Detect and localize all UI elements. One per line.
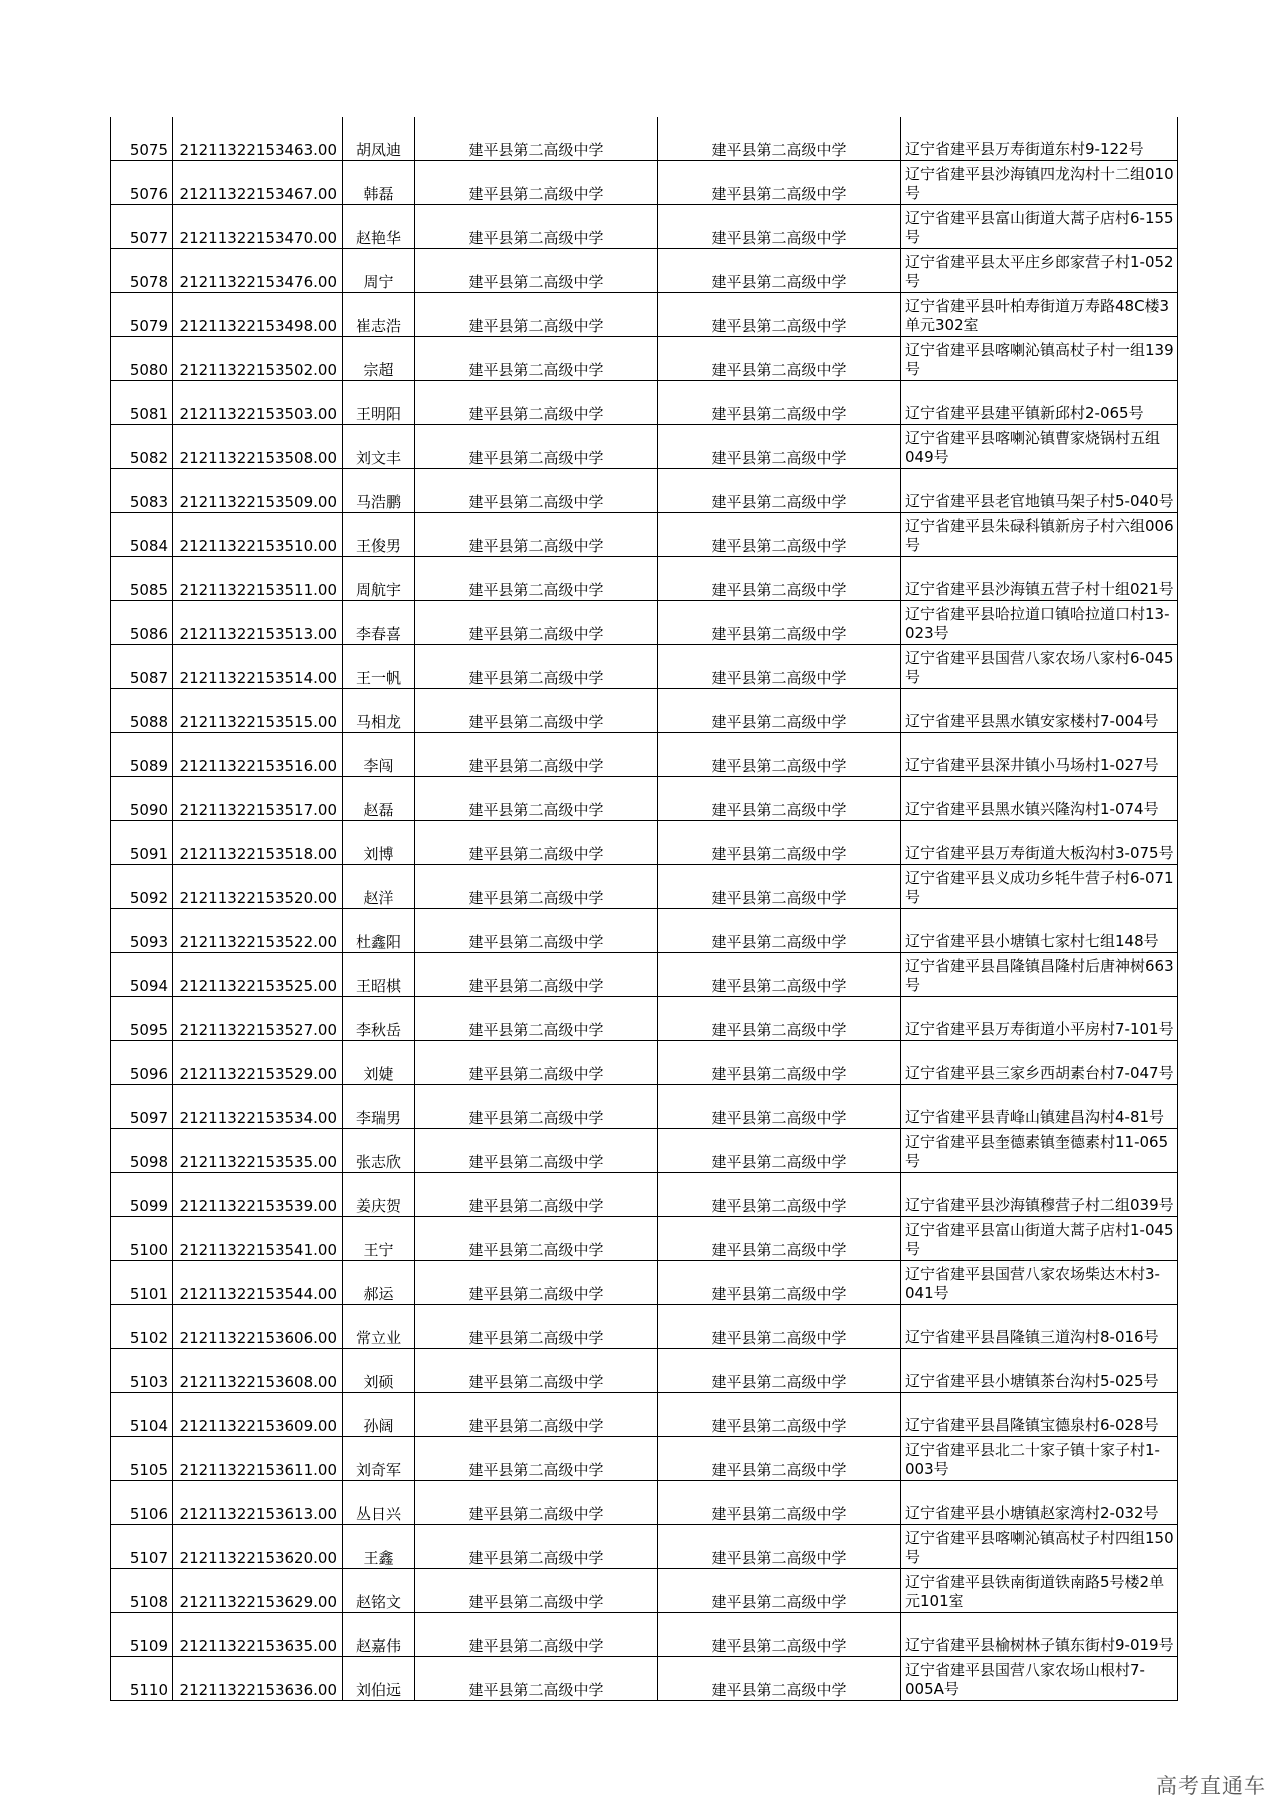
student-name-cell: 王一帆 — [343, 645, 415, 689]
exam-id-cell: 21211322153508.00 — [173, 425, 343, 469]
address-cell: 辽宁省建平县奎德素镇奎德素村11-065号 — [901, 1129, 1178, 1173]
school-cell: 建平县第二高级中学 — [415, 161, 658, 205]
address-cell: 辽宁省建平县榆树林子镇东街村9-019号 — [901, 1613, 1178, 1657]
student-name-cell: 赵嘉伟 — [343, 1613, 415, 1657]
school-cell: 建平县第二高级中学 — [415, 1349, 658, 1393]
table-row — [111, 1085, 1178, 1129]
exam-id-cell: 21211322153511.00 — [173, 557, 343, 601]
student-name-cell: 李闯 — [343, 733, 415, 777]
seq-number-cell: 5089 — [111, 733, 173, 777]
seq-number-cell: 5078 — [111, 249, 173, 293]
seq-number-cell: 5094 — [111, 953, 173, 997]
seq-number-cell: 5105 — [111, 1437, 173, 1481]
exam-id-cell: 21211322153476.00 — [173, 249, 343, 293]
student-name-cell: 李春喜 — [343, 601, 415, 645]
student-name-cell: 刘文丰 — [343, 425, 415, 469]
exam-id-cell: 21211322153510.00 — [173, 513, 343, 557]
exam-id-cell: 21211322153514.00 — [173, 645, 343, 689]
school-cell: 建平县第二高级中学 — [415, 1129, 658, 1173]
graduated-school-cell: 建平县第二高级中学 — [658, 117, 901, 161]
seq-number-cell: 5104 — [111, 1393, 173, 1437]
student-name-cell: 杜鑫阳 — [343, 909, 415, 953]
exam-id-cell: 21211322153608.00 — [173, 1349, 343, 1393]
graduated-school-cell: 建平县第二高级中学 — [658, 953, 901, 997]
graduated-school-cell: 建平县第二高级中学 — [658, 777, 901, 821]
watermark-text: 高考直通车 — [1156, 1774, 1266, 1798]
table-row — [111, 205, 1178, 249]
graduated-school-cell: 建平县第二高级中学 — [658, 469, 901, 513]
graduated-school-cell: 建平县第二高级中学 — [658, 821, 901, 865]
student-name-cell: 刘硕 — [343, 1349, 415, 1393]
graduated-school-cell: 建平县第二高级中学 — [658, 557, 901, 601]
exam-id-cell: 21211322153516.00 — [173, 733, 343, 777]
address-cell: 辽宁省建平县喀喇沁镇高杖子村一组139号 — [901, 337, 1178, 381]
table-row — [111, 425, 1178, 469]
address-cell: 辽宁省建平县哈拉道口镇哈拉道口村13-023号 — [901, 601, 1178, 645]
student-name-cell: 王昭棋 — [343, 953, 415, 997]
school-cell: 建平县第二高级中学 — [415, 997, 658, 1041]
address-cell: 辽宁省建平县万寿街道东村9-122号 — [901, 117, 1178, 161]
exam-id-cell: 21211322153529.00 — [173, 1041, 343, 1085]
school-cell: 建平县第二高级中学 — [415, 293, 658, 337]
graduated-school-cell: 建平县第二高级中学 — [658, 249, 901, 293]
table-row — [111, 1525, 1178, 1569]
table-row — [111, 117, 1178, 161]
exam-id-cell: 21211322153525.00 — [173, 953, 343, 997]
table-row — [111, 777, 1178, 821]
table-row — [111, 1173, 1178, 1217]
table-row — [111, 1129, 1178, 1173]
graduated-school-cell: 建平县第二高级中学 — [658, 1217, 901, 1261]
table-row — [111, 733, 1178, 777]
graduated-school-cell: 建平县第二高级中学 — [658, 425, 901, 469]
exam-id-cell: 21211322153517.00 — [173, 777, 343, 821]
school-cell: 建平县第二高级中学 — [415, 1569, 658, 1613]
school-cell: 建平县第二高级中学 — [415, 1657, 658, 1701]
graduated-school-cell: 建平县第二高级中学 — [658, 1085, 901, 1129]
address-cell: 辽宁省建平县喀喇沁镇曹家烧锅村五组049号 — [901, 425, 1178, 469]
student-name-cell: 刘奇军 — [343, 1437, 415, 1481]
roster-table — [110, 117, 1178, 1701]
graduated-school-cell: 建平县第二高级中学 — [658, 1657, 901, 1701]
exam-id-cell: 21211322153515.00 — [173, 689, 343, 733]
address-cell: 辽宁省建平县朱碌科镇新房子村六组006号 — [901, 513, 1178, 557]
graduated-school-cell: 建平县第二高级中学 — [658, 1305, 901, 1349]
graduated-school-cell: 建平县第二高级中学 — [658, 1349, 901, 1393]
student-name-cell: 赵铭文 — [343, 1569, 415, 1613]
seq-number-cell: 5090 — [111, 777, 173, 821]
exam-id-cell: 21211322153539.00 — [173, 1173, 343, 1217]
seq-number-cell: 5092 — [111, 865, 173, 909]
school-cell: 建平县第二高级中学 — [415, 601, 658, 645]
exam-id-cell: 21211322153629.00 — [173, 1569, 343, 1613]
exam-id-cell: 21211322153527.00 — [173, 997, 343, 1041]
exam-id-cell: 21211322153620.00 — [173, 1525, 343, 1569]
exam-id-cell: 21211322153509.00 — [173, 469, 343, 513]
school-cell: 建平县第二高级中学 — [415, 1173, 658, 1217]
seq-number-cell: 5077 — [111, 205, 173, 249]
student-name-cell: 宗超 — [343, 337, 415, 381]
graduated-school-cell: 建平县第二高级中学 — [658, 865, 901, 909]
exam-id-cell: 21211322153535.00 — [173, 1129, 343, 1173]
address-cell: 辽宁省建平县昌隆镇宝德泉村6-028号 — [901, 1393, 1178, 1437]
table-row — [111, 557, 1178, 601]
seq-number-cell: 5108 — [111, 1569, 173, 1613]
seq-number-cell: 5102 — [111, 1305, 173, 1349]
student-name-cell: 张志欣 — [343, 1129, 415, 1173]
student-name-cell: 刘博 — [343, 821, 415, 865]
table-row — [111, 293, 1178, 337]
table-row — [111, 337, 1178, 381]
student-name-cell: 常立业 — [343, 1305, 415, 1349]
graduated-school-cell: 建平县第二高级中学 — [658, 1437, 901, 1481]
graduated-school-cell: 建平县第二高级中学 — [658, 1393, 901, 1437]
address-cell: 辽宁省建平县万寿街道小平房村7-101号 — [901, 997, 1178, 1041]
address-cell: 辽宁省建平县沙海镇五营子村十组021号 — [901, 557, 1178, 601]
address-cell: 辽宁省建平县国营八家农场柴达木村3-041号 — [901, 1261, 1178, 1305]
school-cell: 建平县第二高级中学 — [415, 733, 658, 777]
table-row — [111, 1261, 1178, 1305]
address-cell: 辽宁省建平县北二十家子镇十家子村1-003号 — [901, 1437, 1178, 1481]
school-cell: 建平县第二高级中学 — [415, 777, 658, 821]
school-cell: 建平县第二高级中学 — [415, 249, 658, 293]
table-row — [111, 1657, 1178, 1701]
table-row — [111, 1393, 1178, 1437]
table-row — [111, 1305, 1178, 1349]
student-name-cell: 郝运 — [343, 1261, 415, 1305]
school-cell: 建平县第二高级中学 — [415, 645, 658, 689]
student-name-cell: 李秋岳 — [343, 997, 415, 1041]
school-cell: 建平县第二高级中学 — [415, 689, 658, 733]
roster-table-body — [111, 117, 1178, 1701]
student-name-cell: 崔志浩 — [343, 293, 415, 337]
school-cell: 建平县第二高级中学 — [415, 337, 658, 381]
school-cell: 建平县第二高级中学 — [415, 1085, 658, 1129]
exam-id-cell: 21211322153611.00 — [173, 1437, 343, 1481]
student-name-cell: 赵洋 — [343, 865, 415, 909]
school-cell: 建平县第二高级中学 — [415, 381, 658, 425]
graduated-school-cell: 建平县第二高级中学 — [658, 1173, 901, 1217]
address-cell: 辽宁省建平县国营八家农场山根村7-005A号 — [901, 1657, 1178, 1701]
student-name-cell: 赵艳华 — [343, 205, 415, 249]
exam-id-cell: 21211322153541.00 — [173, 1217, 343, 1261]
student-name-cell: 周航宇 — [343, 557, 415, 601]
address-cell: 辽宁省建平县小塘镇茶台沟村5-025号 — [901, 1349, 1178, 1393]
address-cell: 辽宁省建平县黑水镇安家楼村7-004号 — [901, 689, 1178, 733]
school-cell: 建平县第二高级中学 — [415, 425, 658, 469]
seq-number-cell: 5093 — [111, 909, 173, 953]
student-name-cell: 马浩鹏 — [343, 469, 415, 513]
student-name-cell: 胡凤迪 — [343, 117, 415, 161]
graduated-school-cell: 建平县第二高级中学 — [658, 733, 901, 777]
graduated-school-cell: 建平县第二高级中学 — [658, 997, 901, 1041]
seq-number-cell: 5100 — [111, 1217, 173, 1261]
exam-id-cell: 21211322153544.00 — [173, 1261, 343, 1305]
graduated-school-cell: 建平县第二高级中学 — [658, 909, 901, 953]
exam-id-cell: 21211322153636.00 — [173, 1657, 343, 1701]
exam-id-cell: 21211322153498.00 — [173, 293, 343, 337]
seq-number-cell: 5084 — [111, 513, 173, 557]
school-cell: 建平县第二高级中学 — [415, 557, 658, 601]
table-row — [111, 865, 1178, 909]
exam-id-cell: 21211322153609.00 — [173, 1393, 343, 1437]
table-row — [111, 821, 1178, 865]
student-name-cell: 王俊男 — [343, 513, 415, 557]
exam-id-cell: 21211322153467.00 — [173, 161, 343, 205]
exam-id-cell: 21211322153522.00 — [173, 909, 343, 953]
seq-number-cell: 5086 — [111, 601, 173, 645]
address-cell: 辽宁省建平县喀喇沁镇高杖子村四组150号 — [901, 1525, 1178, 1569]
exam-id-cell: 21211322153463.00 — [173, 117, 343, 161]
school-cell: 建平县第二高级中学 — [415, 1261, 658, 1305]
table-row — [111, 1481, 1178, 1525]
graduated-school-cell: 建平县第二高级中学 — [658, 1481, 901, 1525]
graduated-school-cell: 建平县第二高级中学 — [658, 513, 901, 557]
table-row — [111, 601, 1178, 645]
student-name-cell: 孙阔 — [343, 1393, 415, 1437]
address-cell: 辽宁省建平县小塘镇七家村七组148号 — [901, 909, 1178, 953]
table-row — [111, 249, 1178, 293]
address-cell: 辽宁省建平县老官地镇马架子村5-040号 — [901, 469, 1178, 513]
exam-id-cell: 21211322153534.00 — [173, 1085, 343, 1129]
school-cell: 建平县第二高级中学 — [415, 909, 658, 953]
graduated-school-cell: 建平县第二高级中学 — [658, 293, 901, 337]
seq-number-cell: 5075 — [111, 117, 173, 161]
address-cell: 辽宁省建平县小塘镇赵家湾村2-032号 — [901, 1481, 1178, 1525]
address-cell: 辽宁省建平县铁南街道铁南路5号楼2单元101室 — [901, 1569, 1178, 1613]
seq-number-cell: 5082 — [111, 425, 173, 469]
exam-id-cell: 21211322153520.00 — [173, 865, 343, 909]
student-name-cell: 王明阳 — [343, 381, 415, 425]
seq-number-cell: 5095 — [111, 997, 173, 1041]
graduated-school-cell: 建平县第二高级中学 — [658, 1569, 901, 1613]
address-cell: 辽宁省建平县太平庄乡郎家营子村1-052号 — [901, 249, 1178, 293]
seq-number-cell: 5109 — [111, 1613, 173, 1657]
graduated-school-cell: 建平县第二高级中学 — [658, 1261, 901, 1305]
address-cell: 辽宁省建平县青峰山镇建昌沟村4-81号 — [901, 1085, 1178, 1129]
graduated-school-cell: 建平县第二高级中学 — [658, 1525, 901, 1569]
seq-number-cell: 5099 — [111, 1173, 173, 1217]
exam-id-cell: 21211322153518.00 — [173, 821, 343, 865]
seq-number-cell: 5101 — [111, 1261, 173, 1305]
address-cell: 辽宁省建平县黑水镇兴隆沟村1-074号 — [901, 777, 1178, 821]
table-row — [111, 469, 1178, 513]
graduated-school-cell: 建平县第二高级中学 — [658, 689, 901, 733]
address-cell: 辽宁省建平县建平镇新邱村2-065号 — [901, 381, 1178, 425]
graduated-school-cell: 建平县第二高级中学 — [658, 1129, 901, 1173]
graduated-school-cell: 建平县第二高级中学 — [658, 601, 901, 645]
school-cell: 建平县第二高级中学 — [415, 821, 658, 865]
student-name-cell: 周宁 — [343, 249, 415, 293]
student-name-cell: 马相龙 — [343, 689, 415, 733]
seq-number-cell: 5080 — [111, 337, 173, 381]
school-cell: 建平县第二高级中学 — [415, 117, 658, 161]
exam-id-cell: 21211322153503.00 — [173, 381, 343, 425]
exam-id-cell: 21211322153606.00 — [173, 1305, 343, 1349]
student-name-cell: 丛日兴 — [343, 1481, 415, 1525]
graduated-school-cell: 建平县第二高级中学 — [658, 1041, 901, 1085]
school-cell: 建平县第二高级中学 — [415, 469, 658, 513]
school-cell: 建平县第二高级中学 — [415, 953, 658, 997]
seq-number-cell: 5107 — [111, 1525, 173, 1569]
seq-number-cell: 5091 — [111, 821, 173, 865]
school-cell: 建平县第二高级中学 — [415, 1393, 658, 1437]
school-cell: 建平县第二高级中学 — [415, 1217, 658, 1261]
table-row — [111, 1569, 1178, 1613]
table-row — [111, 645, 1178, 689]
graduated-school-cell: 建平县第二高级中学 — [658, 205, 901, 249]
exam-id-cell: 21211322153513.00 — [173, 601, 343, 645]
seq-number-cell: 5081 — [111, 381, 173, 425]
address-cell: 辽宁省建平县义成功乡牦牛营子村6-071号 — [901, 865, 1178, 909]
address-cell: 辽宁省建平县沙海镇穆营子村二组039号 — [901, 1173, 1178, 1217]
seq-number-cell: 5110 — [111, 1657, 173, 1701]
table-row — [111, 1613, 1178, 1657]
school-cell: 建平县第二高级中学 — [415, 1041, 658, 1085]
table-row — [111, 1437, 1178, 1481]
address-cell: 辽宁省建平县深井镇小马场村1-027号 — [901, 733, 1178, 777]
seq-number-cell: 5103 — [111, 1349, 173, 1393]
student-name-cell: 王宁 — [343, 1217, 415, 1261]
seq-number-cell: 5088 — [111, 689, 173, 733]
seq-number-cell: 5079 — [111, 293, 173, 337]
address-cell: 辽宁省建平县万寿街道大板沟村3-075号 — [901, 821, 1178, 865]
address-cell: 辽宁省建平县国营八家农场八家村6-045号 — [901, 645, 1178, 689]
exam-id-cell: 21211322153470.00 — [173, 205, 343, 249]
seq-number-cell: 5076 — [111, 161, 173, 205]
seq-number-cell: 5083 — [111, 469, 173, 513]
school-cell: 建平县第二高级中学 — [415, 865, 658, 909]
table-row — [111, 997, 1178, 1041]
table-row — [111, 953, 1178, 997]
school-cell: 建平县第二高级中学 — [415, 1525, 658, 1569]
address-cell: 辽宁省建平县富山街道大蒿子店村1-045号 — [901, 1217, 1178, 1261]
student-name-cell: 姜庆贺 — [343, 1173, 415, 1217]
seq-number-cell: 5085 — [111, 557, 173, 601]
exam-id-cell: 21211322153502.00 — [173, 337, 343, 381]
table-row — [111, 381, 1178, 425]
table-row — [111, 161, 1178, 205]
seq-number-cell: 5097 — [111, 1085, 173, 1129]
student-name-cell: 刘伯远 — [343, 1657, 415, 1701]
school-cell: 建平县第二高级中学 — [415, 1481, 658, 1525]
seq-number-cell: 5098 — [111, 1129, 173, 1173]
table-row — [111, 513, 1178, 557]
table-row — [111, 1349, 1178, 1393]
address-cell: 辽宁省建平县昌隆镇三道沟村8-016号 — [901, 1305, 1178, 1349]
address-cell: 辽宁省建平县三家乡西胡素台村7-047号 — [901, 1041, 1178, 1085]
exam-id-cell: 21211322153635.00 — [173, 1613, 343, 1657]
address-cell: 辽宁省建平县昌隆镇昌隆村后唐神树663号 — [901, 953, 1178, 997]
school-cell: 建平县第二高级中学 — [415, 1437, 658, 1481]
graduated-school-cell: 建平县第二高级中学 — [658, 161, 901, 205]
graduated-school-cell: 建平县第二高级中学 — [658, 381, 901, 425]
address-cell: 辽宁省建平县沙海镇四龙沟村十二组010号 — [901, 161, 1178, 205]
seq-number-cell: 5087 — [111, 645, 173, 689]
graduated-school-cell: 建平县第二高级中学 — [658, 1613, 901, 1657]
address-cell: 辽宁省建平县富山街道大蒿子店村6-155号 — [901, 205, 1178, 249]
student-name-cell: 韩磊 — [343, 161, 415, 205]
school-cell: 建平县第二高级中学 — [415, 513, 658, 557]
seq-number-cell: 5096 — [111, 1041, 173, 1085]
seq-number-cell: 5106 — [111, 1481, 173, 1525]
table-row — [111, 1217, 1178, 1261]
table-row — [111, 689, 1178, 733]
school-cell: 建平县第二高级中学 — [415, 1613, 658, 1657]
address-cell: 辽宁省建平县叶柏寿街道万寿路48C楼3单元302室 — [901, 293, 1178, 337]
exam-id-cell: 21211322153613.00 — [173, 1481, 343, 1525]
table-row — [111, 1041, 1178, 1085]
table-row — [111, 909, 1178, 953]
student-name-cell: 李瑞男 — [343, 1085, 415, 1129]
school-cell: 建平县第二高级中学 — [415, 1305, 658, 1349]
student-name-cell: 刘婕 — [343, 1041, 415, 1085]
graduated-school-cell: 建平县第二高级中学 — [658, 337, 901, 381]
school-cell: 建平县第二高级中学 — [415, 205, 658, 249]
student-name-cell: 王鑫 — [343, 1525, 415, 1569]
graduated-school-cell: 建平县第二高级中学 — [658, 645, 901, 689]
student-name-cell: 赵磊 — [343, 777, 415, 821]
